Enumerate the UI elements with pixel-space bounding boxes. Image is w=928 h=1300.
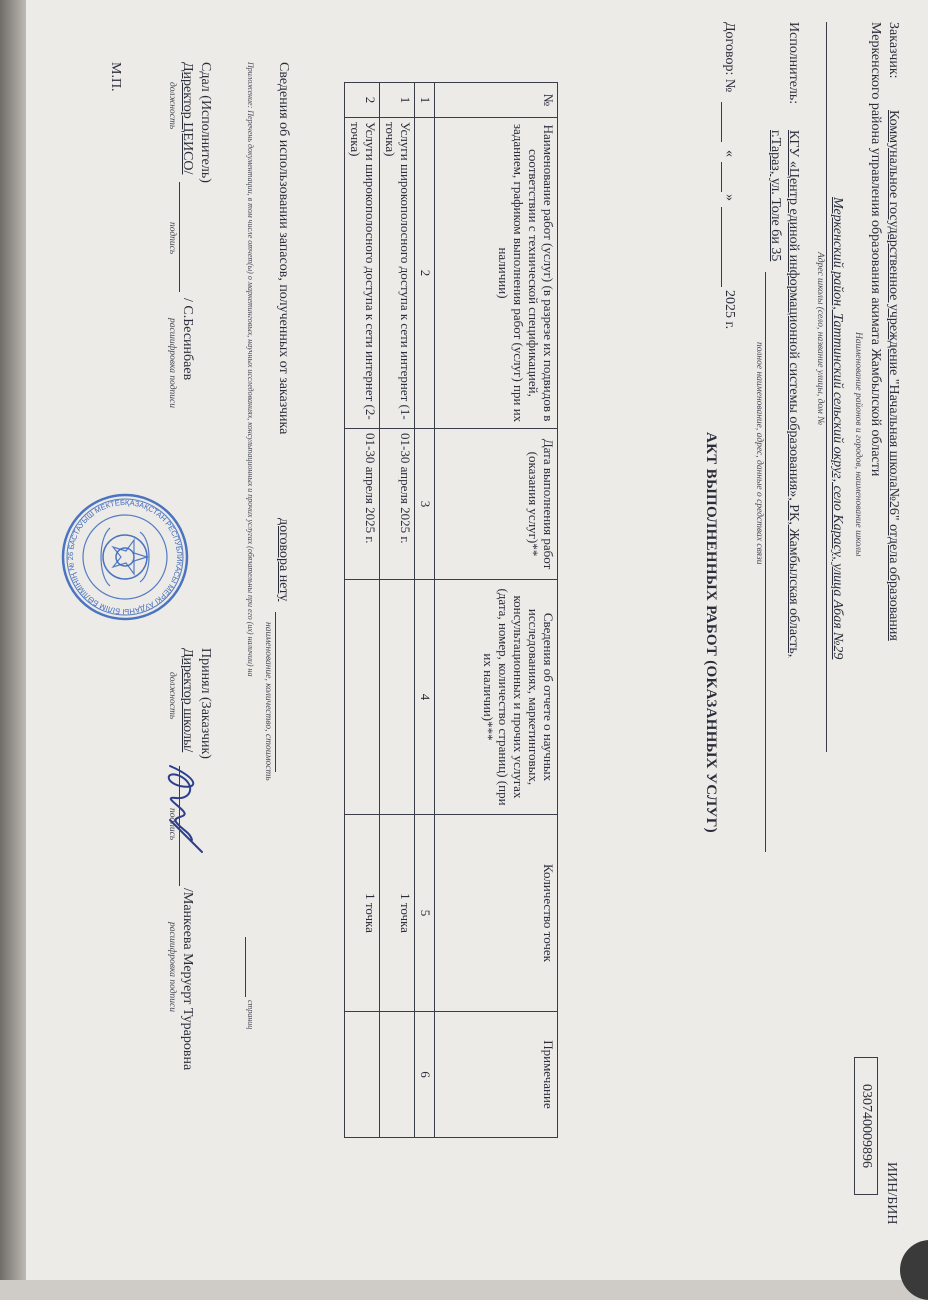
executor-rule (765, 272, 766, 852)
row-note (345, 1012, 380, 1138)
customer-cap-decoding: расшифровка подписи (167, 922, 177, 1012)
address-rule (826, 22, 827, 752)
reserves-caption: наименование, количество, стоимость (263, 622, 273, 781)
number-cell: 5 (415, 815, 435, 1012)
executor-sign-position: Директор ЦЕИСО/ (180, 62, 195, 175)
contract-quote-close: » (722, 194, 737, 201)
mp-label: М.П. (108, 62, 123, 92)
contract-month-rule (721, 207, 722, 287)
contract-quote-open: « (722, 150, 737, 157)
customer-sign-name: /Манкеева Меруерт Турaровна (180, 888, 195, 1071)
executor-cap-signature: подпись (167, 222, 177, 255)
row-qty: 1 точка (380, 815, 415, 1012)
row-date: 01-30 апреля 2025 г. (380, 429, 415, 580)
customer-address: Меркенский район, Таттинский сельский округ, село Карасу, улица Абая №29 (830, 197, 845, 660)
row-no: 2 (345, 83, 380, 118)
row-qty: 1 точка (345, 815, 380, 1012)
contract-label: Договор: № (722, 22, 737, 93)
document-rotated (28, 22, 900, 1258)
header-cell-note: Примечание (435, 1012, 558, 1138)
header-cell-name: Наименование работ (услуг) (в разрезе их подвидов в соответствии с технической спецификацией, заданием, графиком выполнения работ (услуг) при их наличии) (435, 118, 558, 429)
row-name: Услуги широкополосного доступа к сети интернет (2-точка) (345, 118, 380, 429)
handwritten-signature (140, 760, 210, 855)
executor-line2: г.Тараз, ул. Толе би 35 (768, 130, 783, 262)
official-stamp-seal (60, 492, 190, 622)
executor-caption: полное наименование, адрес, данные о средствах связи (754, 342, 764, 565)
executor-sign-title: Сдал (Исполнитель) (198, 62, 213, 183)
appendix-pages-rule (245, 937, 246, 997)
customer-cap-position: должность (167, 672, 177, 720)
customer-line2: Меркенского района управления образования акимата Жамбылской области (868, 22, 883, 477)
reserves-rule (275, 612, 276, 772)
table-row (345, 83, 380, 1138)
customer-caption2: Адрес школы (село, название улицы, дом № (815, 252, 825, 426)
executor-cap-position: должность (167, 82, 177, 130)
number-cell: 2 (415, 118, 435, 429)
works-table (344, 82, 558, 1138)
table-row (380, 83, 415, 1138)
executor-cap-decoding: расшифровка подписи (167, 318, 177, 408)
row-report (380, 580, 415, 815)
contract-year: 2025 г. (722, 290, 737, 330)
customer-label: Заказчик: (886, 22, 901, 79)
row-note (380, 1012, 415, 1138)
row-no: 1 (380, 83, 415, 118)
number-cell: 1 (415, 83, 435, 118)
table-header-row (435, 83, 558, 1138)
stamp-text: ҚАЗАҚСТАН РЕСПУБЛИКАСЫ МЕРКІ АУДАНЫ БІЛІМ БӨЛІМІНІҢ № 26 БАСТАУЫШ МЕКТЕБ (65, 497, 185, 617)
reserves-label: Сведения об использовании запасов, полученных от заказчика (276, 62, 291, 435)
contract-day-rule (721, 162, 722, 192)
document-title: АКТ ВЫПОЛНЕННЫХ РАБОТ (ОКАЗАННЫХ УСЛУГ) (703, 432, 719, 833)
customer-sign-position: Директор школы/ (180, 648, 195, 753)
bin-label: ИИН/БИН (884, 1162, 899, 1225)
row-report (345, 580, 380, 815)
customer-cap-signature: подпись (167, 808, 177, 841)
customer-sign-title: Принял (Заказчик) (198, 648, 213, 759)
number-cell: 4 (415, 580, 435, 815)
customer-line1: Коммунальное государственное учреждение "Начальная школа№26" отдела образования (886, 110, 901, 641)
header-cell-report: Сведения об отчете о научных исследованиях, маркетинговых, консультационных и прочих услугах (дата, номер, количество страниц) (при их наличии)*** (435, 580, 558, 815)
executor-line1: КГУ «Центр единой информационной системы образования», РК, Жамбылская область, (786, 130, 801, 658)
executor-sign-name: / С.Бесинбаев (180, 298, 195, 381)
row-name: Услуги широкополосного доступа к сети интернет (1-точка) (380, 118, 415, 429)
number-cell: 6 (415, 1012, 435, 1138)
header-cell-qty: Количество точек (435, 815, 558, 1012)
appendix-text: Приложение: Перечень документации, в том числе отчет(ы) о маркетинговых, научных исследованиях, консультационных и прочих услугах (обязательны при его (их) наличии) на (246, 62, 255, 677)
executor-label: Исполнитель: (786, 22, 801, 105)
row-date: 01-30 апреля 2025 г. (345, 429, 380, 580)
customer-caption1: Наименование районов и городов, наименование школы (853, 332, 863, 557)
bin-value-box: 030740009896 (854, 1057, 878, 1195)
header-cell-no: № (435, 83, 558, 118)
table-number-row (415, 83, 435, 1138)
reserves-value: договора нету (276, 518, 291, 602)
number-cell: 3 (415, 429, 435, 580)
appendix-pages-label: страниц (246, 1000, 255, 1030)
header-cell-date: Дата выполнения работ (оказания услуг)** (435, 429, 558, 580)
contract-number-rule (721, 102, 722, 142)
executor-sign-rule (179, 182, 180, 292)
